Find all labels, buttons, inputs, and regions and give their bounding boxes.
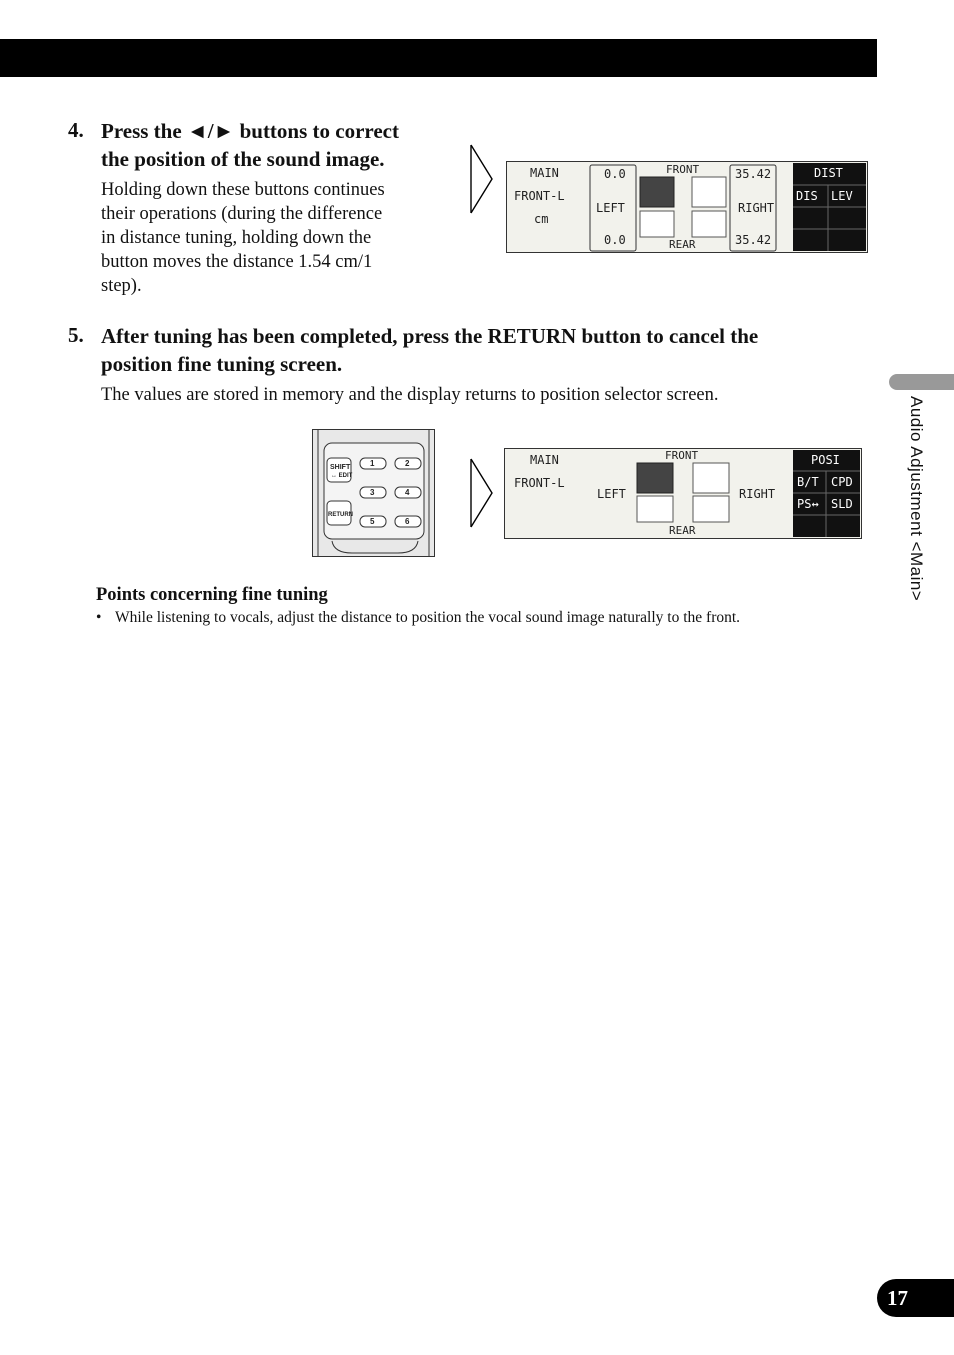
- left-bottom-value: 0.0: [604, 233, 626, 247]
- menu-header-posi[interactable]: POSI: [811, 453, 840, 467]
- right-top-value: 35.42: [735, 167, 772, 181]
- key-3[interactable]: 3: [370, 488, 375, 497]
- bullet-icon: •: [96, 609, 102, 626]
- menu-item-cpd[interactable]: CPD: [831, 475, 853, 489]
- key-1[interactable]: 1: [370, 459, 375, 468]
- front-l-label: FRONT-L: [514, 189, 565, 203]
- chevron-right-icon: [470, 144, 494, 214]
- menu-item-ps[interactable]: PS↔: [797, 497, 819, 511]
- side-tab-marker: [889, 374, 954, 390]
- section-label: Audio Adjustment <Main>: [907, 396, 926, 602]
- return-label: RETURN: [328, 512, 353, 518]
- main-label: MAIN: [530, 166, 559, 180]
- shift-label: SHIFT: [330, 464, 351, 471]
- step-4-body-line: Holding down these buttons continues: [101, 180, 385, 200]
- key-6[interactable]: 6: [405, 517, 410, 526]
- step-5-body: The values are stored in memory and the display returns to position selector screen.: [101, 385, 719, 405]
- points-heading: Points concerning fine tuning: [96, 585, 328, 605]
- step-5-title: [101, 322, 758, 378]
- step-4-title: [101, 117, 399, 173]
- menu-header-dist[interactable]: DIST: [814, 166, 843, 180]
- header-bar: [0, 39, 877, 77]
- bullet-text: While listening to vocals, adjust the distance to position the vocal sound image naturally to the front.: [115, 609, 741, 626]
- step-4-body-line: step).: [101, 276, 142, 296]
- remote-control-illustration: [312, 429, 435, 557]
- rear-label: REAR: [669, 524, 696, 537]
- unit-label: cm: [534, 212, 549, 226]
- key-5[interactable]: 5: [370, 517, 375, 526]
- rear-label: REAR: [669, 238, 696, 251]
- step-4-title-line1: Press the ◄/► buttons to correct: [101, 119, 399, 143]
- step-4-body-line: in distance tuning, holding down the: [101, 228, 372, 248]
- page-number: 17: [877, 1279, 954, 1317]
- step-5-number: 5.: [68, 323, 84, 347]
- display-screen-distance: [506, 161, 868, 253]
- step-5-title-line1: After tuning has been completed, press the RETURN button to cancel the: [101, 324, 759, 348]
- step-4-title-line2: the position of the sound image.: [101, 147, 385, 171]
- left-label: LEFT: [596, 201, 625, 215]
- right-label: RIGHT: [738, 201, 775, 215]
- left-label: LEFT: [597, 487, 626, 501]
- step-4-body: [101, 178, 441, 298]
- step-4-body-line: button moves the distance 1.54 cm/1: [101, 252, 373, 272]
- key-2[interactable]: 2: [405, 459, 410, 468]
- menu-item-lev[interactable]: LEV: [831, 189, 853, 203]
- step-4-body-line: their operations (during the difference: [101, 204, 383, 224]
- right-bottom-value: 35.42: [735, 233, 772, 247]
- menu-item-dis[interactable]: DIS: [796, 189, 818, 203]
- step-5-title-line2: position fine tuning screen.: [101, 352, 343, 376]
- key-4[interactable]: 4: [405, 488, 410, 497]
- display-screen-position: [504, 448, 862, 539]
- main-label: MAIN: [530, 453, 559, 467]
- menu-item-sld[interactable]: SLD: [831, 497, 853, 511]
- chevron-right-icon: [470, 458, 494, 528]
- edit-label: ↔ EDIT: [331, 473, 353, 479]
- left-top-value: 0.0: [604, 167, 626, 181]
- front-label: FRONT: [666, 163, 700, 176]
- menu-item-bt[interactable]: B/T: [797, 475, 819, 489]
- step-4-number: 4.: [68, 118, 84, 142]
- front-label: FRONT: [665, 449, 699, 462]
- front-l-label: FRONT-L: [514, 476, 565, 490]
- right-label: RIGHT: [739, 487, 776, 501]
